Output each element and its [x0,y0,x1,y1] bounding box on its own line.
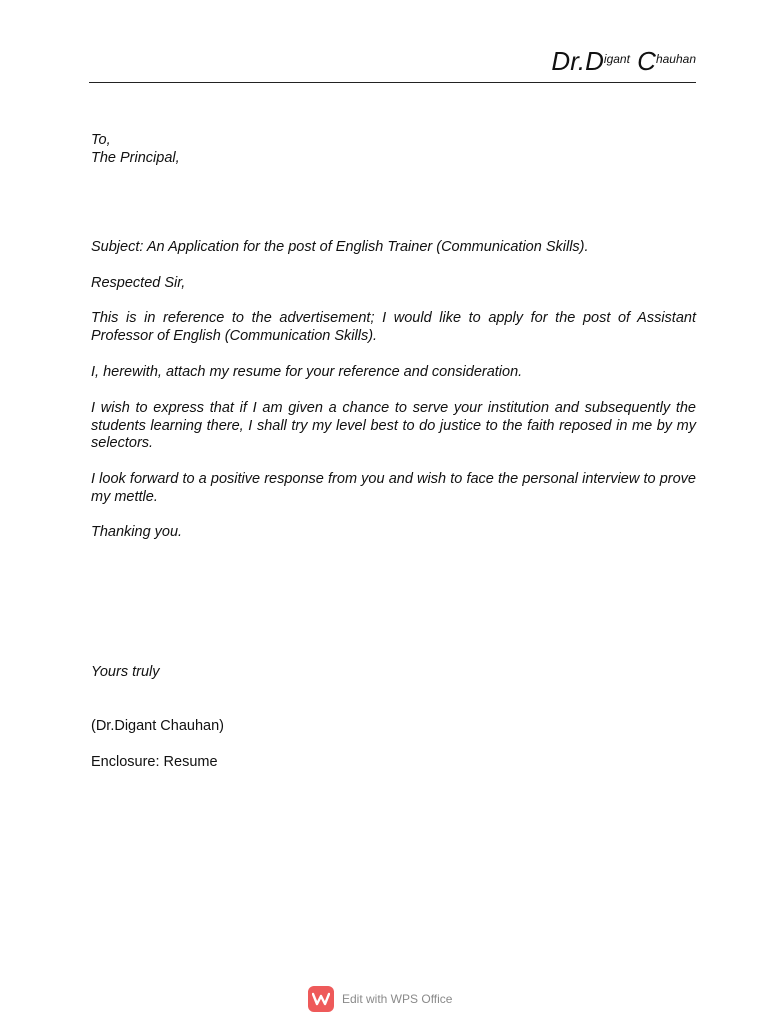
letterhead [89,40,696,83]
wps-logo-icon [308,986,334,1012]
to-line: To, [91,132,111,148]
subject-line [91,239,696,257]
recipient-line: The Principal, [91,149,180,166]
paragraph-reference: This is in reference to the advertisement; I would like to apply for the post of Assistant Professor of English (Communication Skills). [91,310,696,344]
closing-line: Yours truly [91,664,160,680]
subject-label: Subject: An [91,239,165,255]
wps-edit-label: Edit with WPS Office [342,992,453,1006]
paragraph-attachment: I, herewith, attach my resume for your reference and consideration. [91,364,523,380]
thanks-line: Thanking you. [91,524,183,540]
signature-name: (Dr.Digant Chauhan) [91,718,224,734]
paragraph-forward: I look forward to a positive response from you and wish to face the personal interview to prove my mettle. [91,471,696,505]
letterhead-name: $Dr.D^{igant}$ $C^{hauhan}$ [551,46,696,76]
subject-text: Application for the post of English Trainer (Communication Skills). [164,239,589,255]
enclosure-line: Enclosure: Resume [91,754,218,770]
paragraph-express: I wish to express that if I am given a chance to serve your institution and subsequently the students learning there, I shall try my level best to do justice to the faith reposed in me by my selectors. [91,400,696,451]
salutation: Respected Sir, [91,275,186,291]
address-block [91,132,696,167]
wps-edit-link[interactable] [308,986,452,1012]
